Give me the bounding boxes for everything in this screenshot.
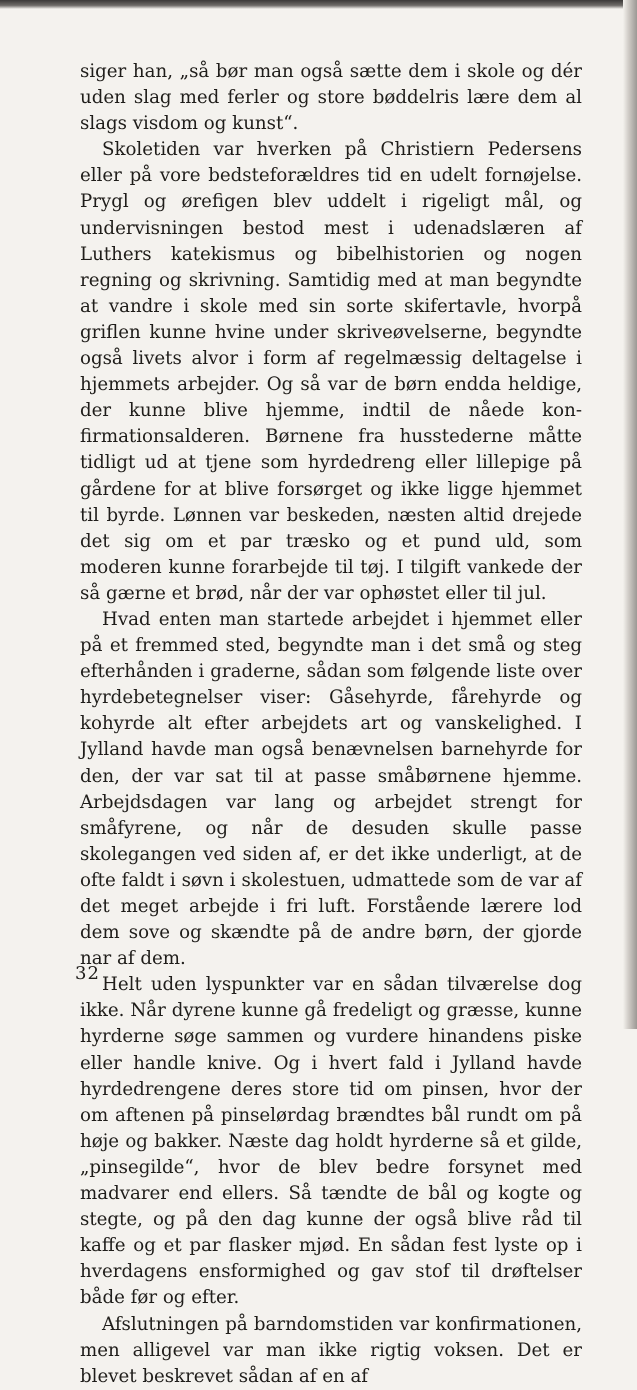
paragraph-3: Hvad enten man startede arbejdet i hjemmet eller på et fremmed sted, begyndte man i det små og steg efterhånden i graderne, sådan som følgende liste over hyrdebetegnelser viser: Gåsehyrde, fårehyrde og kohyrde alt efter arbejdets art og vanskelighed. I Jylland havde man også benævnelsen barnehyrde for den, der var sat til at passe småbørnene hjemme. Arbejdsdagen var lang og arbejdet strengt for småfyrene, og når de desuden skulle passe skolegangen ved siden af, er det ikke underligt, at de ofte faldt i søvn i skolestuen, udmattede som de var af det meget arbejde i fri luft. Forstående lærere lod dem sove og skændte på de andre børn, der gjorde nar af dem. <box>80 608 582 970</box>
page-text-block <box>80 59 582 1390</box>
paragraph-1: siger han, „så bør man også sætte dem i skole og dér uden slag med ferler og store bøddelris lære dem al slags visdom og kunst“. <box>80 61 582 135</box>
paragraph-5: Afslutningen på barndomstiden var konfirmationen, men alligevel var man ikke rigtig voksen. Det er blevet beskrevet sådan af en af <box>80 1313 582 1387</box>
page-number: 32 <box>75 963 100 984</box>
page-right-edge <box>623 0 637 1029</box>
paragraph-4: Helt uden lyspunkter var en sådan tilværelse dog ikke. Når dyrene kunne gå fredeligt og græsse, kunne hyrderne søge sammen og vurdere hinandens piske eller handle knive. Og i hvert fald i Jylland havde hyrdedrengene deres store tid om pinsen, hvor der om aftenen på pinselørdag brændtes bål rundt om på høje og bakker. Næste dag holdt hyrderne så et gilde, „pinsegilde“, hvor de blev bedre forsynet med madvarer end ellers. Så tændte de bål og kogte og stegte, og på den dag kunne der også blive råd til kaffe og et par flasker mjød. En sådan fest lyste op i hverdagens ensformighed og gav stof til drøftelser både før og efter. <box>80 974 582 1309</box>
paragraph-2: Skoletiden var hverken på Christiern Pedersens eller på vore bedsteforældres tid en udelt fornøjelse. Prygl og ørefigen blev uddelt i rigeligt mål, og undervisningen bestod mest i udenadslæren af Luthers katekismus og bibelhistorien og nogen regning og skrivning. Samtidig med at man begyndte at vandre i skole med sin sorte skifertavle, hvorpå griflen kunne hvine under skriveøvelserne, begyndte også livets alvor i form af regelmæssig deltagelse i hjemmets arbejder. Og så var de børn endda heldige, der kunne blive hjemme, indtil de nåede konfirmationsalderen. Børnene fra husstederne måtte tidligt ud at tjene som hyrdedreng eller lillepige på gårdene for at blive forsørget og ikke ligge hjemmet til byrde. Lønnen var beskeden, næsten altid drejede det sig om et par træsko og et pund uld, som moderen kunne forarbejde til tøj. I tilgift vankede der så gærne et brød, når der var ophøstet eller til jul. <box>80 139 582 604</box>
page-top-edge <box>0 0 637 9</box>
